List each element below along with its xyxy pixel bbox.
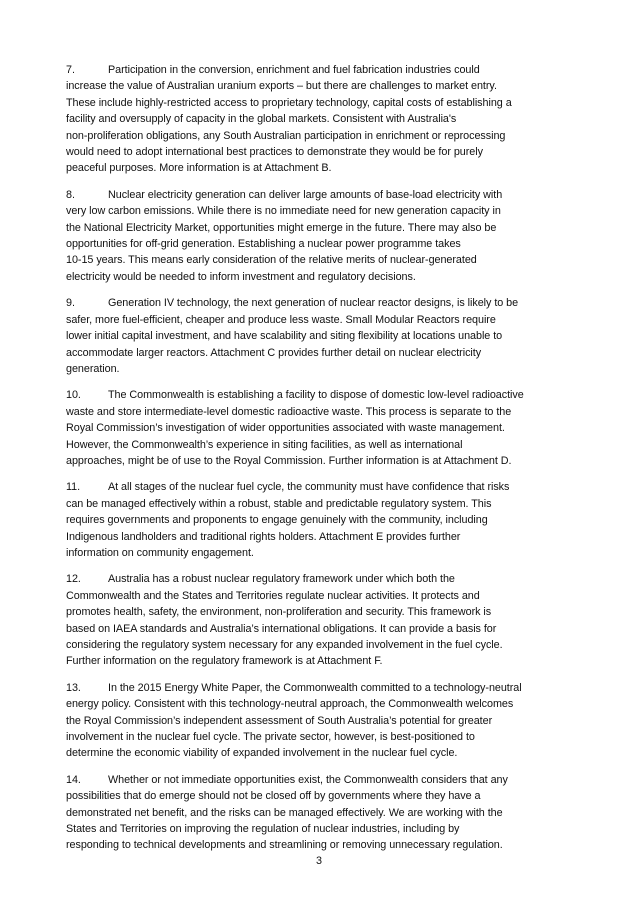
- paragraph-line: lower initial capital investment, and have scalability and siting flexibility at locations unable to: [66, 330, 503, 343]
- paragraph-number: 10.: [66, 389, 81, 402]
- paragraph-12: [66, 571, 576, 669]
- paragraph-line: responding to technical developments and streamlining or removing unnecessary regulation.: [66, 839, 503, 852]
- paragraph-7: [66, 62, 576, 177]
- paragraph-line: generation.: [66, 362, 120, 375]
- paragraph-line: safer, more fuel-efficient, cheaper and produce less waste. Small Modular Reactors require: [66, 313, 496, 326]
- document-body: [66, 62, 576, 864]
- paragraph-line: determine the economic viability of expanded involvement in the nuclear fuel cycle.: [66, 747, 458, 760]
- paragraph-line: [66, 387, 576, 403]
- paragraph-line: possibilities that do emerge should not be closed off by governments where they have a: [66, 790, 481, 803]
- paragraph-line: energy policy. Consistent with this technology-neutral approach, the Commonwealth welcomes: [66, 698, 514, 711]
- paragraph-number: 11.: [66, 481, 81, 494]
- paragraph-number: 8.: [66, 188, 75, 201]
- paragraph-line: peaceful purposes. More information is at Attachment B.: [66, 162, 332, 175]
- paragraph-number: 7.: [66, 64, 75, 76]
- paragraph-9: [66, 295, 576, 377]
- paragraph-line: promotes health, safety, the environment, non-proliferation and security. This framework is: [66, 606, 492, 619]
- paragraph-line: facility and oversupply of capacity in the global markets. Consistent with Australia's: [66, 113, 457, 126]
- paragraph-number: 9.: [66, 297, 75, 310]
- paragraph-text: Generation IV technology, the next generation of nuclear reactor designs, is likely to be: [108, 297, 519, 310]
- paragraph-line: 10-15 years. This means early consideration of the relative merits of nuclear-generated: [66, 254, 477, 267]
- paragraph-line: approaches, might be of use to the Royal Commission. Further information is at Attachment D.: [66, 454, 512, 467]
- paragraph-line: very low carbon emissions. While there is no immediate need for new generation capacity in: [66, 205, 501, 218]
- paragraph-line: Royal Commission’s investigation of wider opportunities associated with waste management.: [66, 422, 505, 435]
- paragraph-line: These include highly-restricted access to proprietary technology, capital costs of establishing a: [66, 96, 512, 109]
- paragraph-line: [66, 62, 576, 78]
- paragraph-line: waste and store intermediate-level domestic radioactive waste. This process is separate to the: [66, 405, 512, 418]
- paragraph-line: requires governments and proponents to engage genuinely with the community, including: [66, 514, 488, 527]
- paragraph-13: [66, 680, 576, 762]
- paragraph-line: based on IAEA standards and Australia’s international obligations. It can provide a basis for: [66, 622, 497, 635]
- paragraph-line: opportunities for off-grid generation. Establishing a nuclear power programme takes: [66, 238, 461, 251]
- paragraph-line: [66, 571, 576, 587]
- paragraph-line: considering the regulatory system necessary for any expanded involvement in the fuel cycle.: [66, 639, 503, 651]
- paragraph-line: non-proliferation obligations, any South Australian participation in enrichment or reprocessing: [66, 129, 506, 142]
- paragraph-line: [66, 680, 576, 696]
- paragraph-line: involvement in the nuclear fuel cycle. The private sector, however, is best-positioned to: [66, 731, 475, 744]
- paragraph-line: the National Electricity Market, opportunities might emerge in the future. There may also be: [66, 221, 497, 234]
- paragraph-11: [66, 479, 576, 561]
- paragraph-line: Commonwealth and the States and Territories regulate nuclear activities. It protects and: [66, 589, 480, 602]
- paragraph-line: can be managed effectively within a robust, stable and predictable regulatory system. This: [66, 497, 492, 510]
- paragraph-text: The Commonwealth is establishing a facility to dispose of domestic low-level radioactive: [108, 389, 524, 402]
- page-number: 3: [315, 855, 322, 867]
- paragraph-number: 14.: [66, 773, 81, 786]
- paragraph-text: At all stages of the nuclear fuel cycle, the community must have confidence that risks: [108, 481, 510, 494]
- paragraph-line: electricity would be needed to inform investment and regulatory decisions.: [66, 270, 416, 283]
- paragraph-line: [66, 479, 576, 495]
- paragraph-text: Australia has a robust nuclear regulatory framework under which both the: [108, 573, 455, 586]
- paragraph-line: [66, 295, 576, 311]
- paragraph-text: Whether or not immediate opportunities exist, the Commonwealth considers that any: [108, 773, 508, 786]
- paragraph-line: the Royal Commission’s independent assessment of South Australia’s potential for greater: [66, 714, 493, 727]
- paragraph-line: [66, 772, 576, 788]
- paragraph-number: 13.: [66, 681, 81, 694]
- paragraph-8: [66, 187, 576, 285]
- paragraph-text: Nuclear electricity generation can deliver large amounts of base-load electricity with: [108, 188, 503, 201]
- paragraph-line: would need to adopt international best practices to demonstrate they would be for purely: [66, 146, 483, 159]
- paragraph-line: Indigenous landholders and traditional rights holders. Attachment E provides further: [66, 530, 461, 543]
- paragraph-10: [66, 387, 576, 469]
- paragraph-line: [66, 187, 576, 203]
- paragraph-line: demonstrated net benefit, and the risks can be managed effectively. We are working with the: [66, 806, 503, 819]
- paragraph-number: 12.: [66, 573, 81, 586]
- paragraph-line: States and Territories on improving the regulation of nuclear industries, including by: [66, 823, 460, 836]
- paragraph-text: Participation in the conversion, enrichment and fuel fabrication industries could: [108, 64, 480, 76]
- paragraph-text: In the 2015 Energy White Paper, the Commonwealth committed to a technology-neutral: [108, 681, 522, 694]
- paragraph-line: increase the value of Australian uranium exports – but there are challenges to market entry.: [66, 80, 497, 93]
- paragraph-line: Further information on the regulatory framework is at Attachment F.: [66, 655, 383, 668]
- paragraph-line: accommodate larger reactors. Attachment C provides further detail on nuclear electricity: [66, 346, 482, 359]
- paragraph-line: information on community engagement.: [66, 546, 254, 559]
- paragraph-14: [66, 772, 576, 854]
- paragraph-line: However, the Commonwealth’s experience in siting facilities, as well as international: [66, 438, 463, 451]
